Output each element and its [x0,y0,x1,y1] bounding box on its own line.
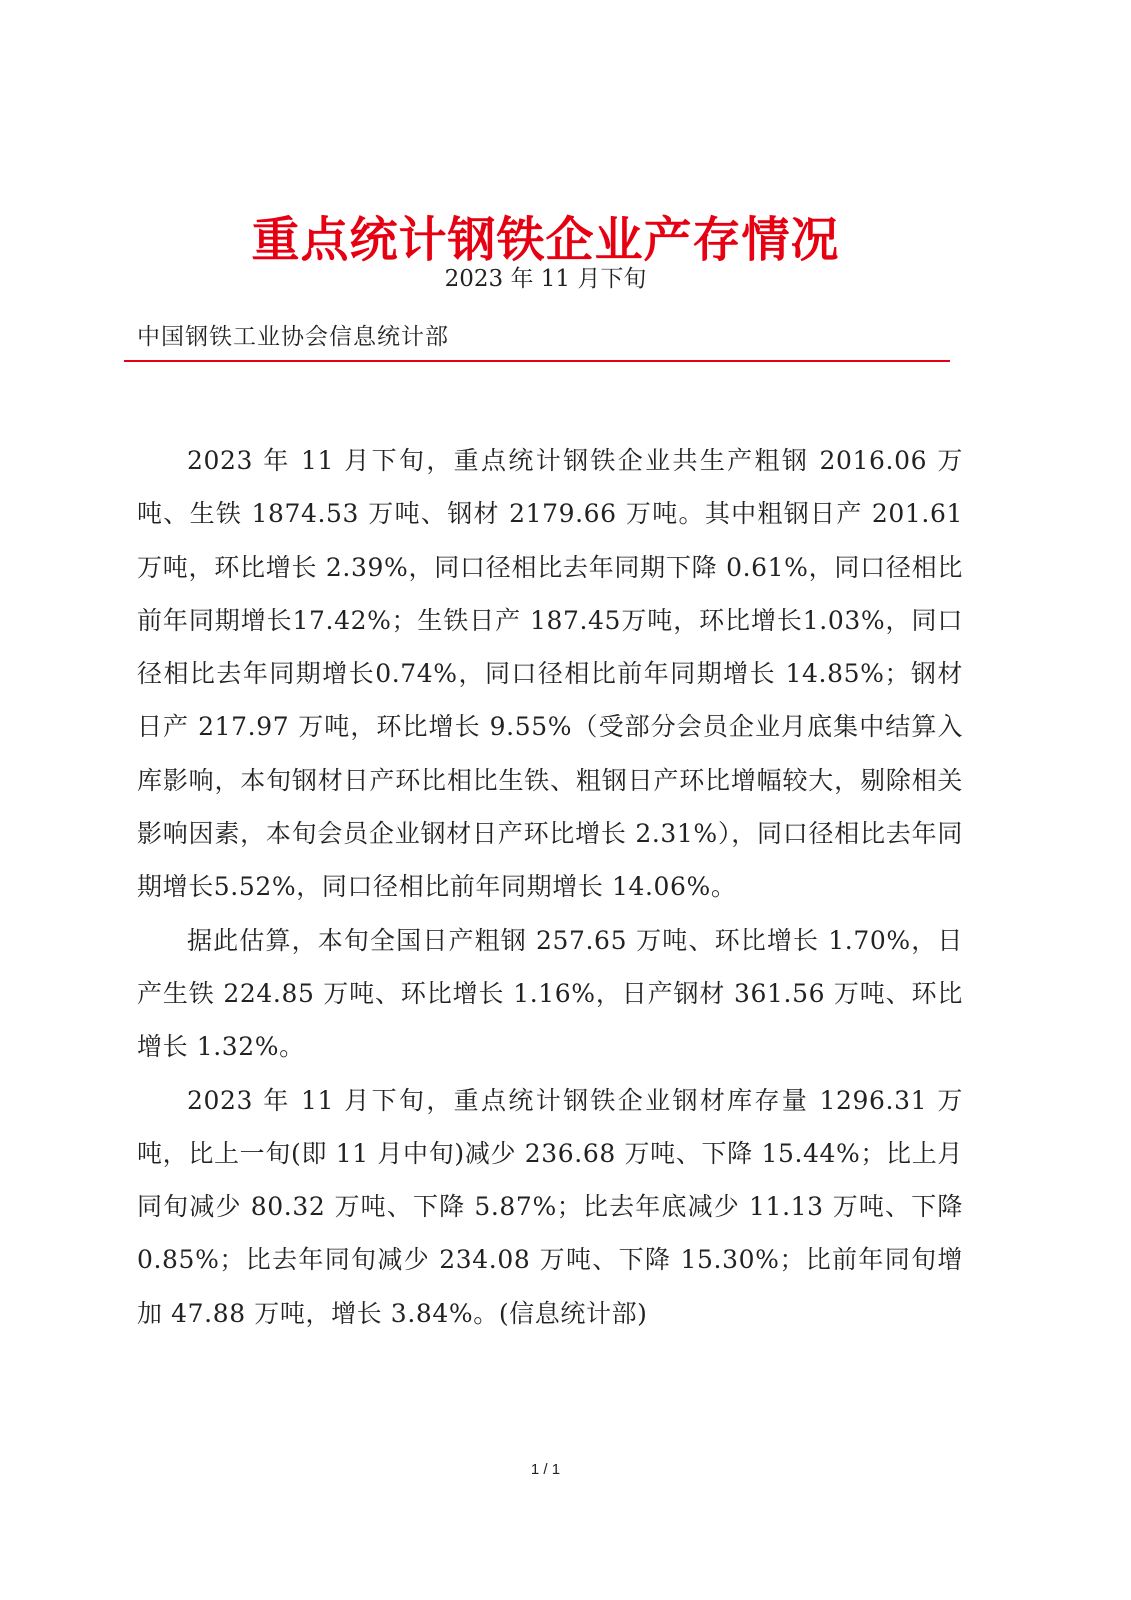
department-name: 中国钢铁工业协会信息统计部 [137,324,449,350]
paragraph-national-estimate: 据此估算，本旬全国日产粗钢 257.65 万吨、环比增长 1.70%，日产生铁 224.85 万吨、环比增长 1.16%，日产钢材 361.56 万吨、环比增长 1.32%。 [137,925,963,1062]
report-body [137,434,963,1340]
paragraph-production: 2023 年 11 月下旬，重点统计钢铁企业共生产粗钢 2016.06 万吨、生铁 1874.53 万吨、钢材 2179.66 万吨。其中粗钢日产 201.61 万吨，环比增长 2.39%，同口径相比去年同期下降 0.61%，同口径相比前年同期增长17.42%；生铁日产 187.45万吨，环比增长1.03%，同口径相比去年同期增长0.74%，同口径相比前年同期增长 14.85%；钢材日产 217.97 万吨，环比增长 9.55%（受部分会员企业月底集中结算入库影响，本旬钢材日产环比相比生铁、粗钢日产环比增幅较大，剔除相关影响因素，本旬会员企业钢材日产环比增长 2.31%），同口径相比去年同期增长5.52%，同口径相比前年同期增长 14.06%。 [137,446,963,902]
header-divider [124,360,950,362]
report-date: 2023 年 11 月下旬 [444,266,647,292]
page-title: 重点统计钢铁企业产存情况 [251,212,840,269]
page-number: 1 / 1 [530,1461,561,1478]
paragraph-inventory: 2023 年 11 月下旬，重点统计钢铁企业钢材库存量 1296.31 万吨，比上一旬(即 11 月中旬)减少 236.68 万吨、下降 15.44%；比上月同旬减少 80.32 万吨、下降 5.87%；比去年底减少 11.13 万吨、下降 0.85%；比去年同旬减少 234.08 万吨、下降 15.30%；比前年同旬增加 47.88 万吨，增长 3.84%。(信息统计部) [137,1085,963,1328]
